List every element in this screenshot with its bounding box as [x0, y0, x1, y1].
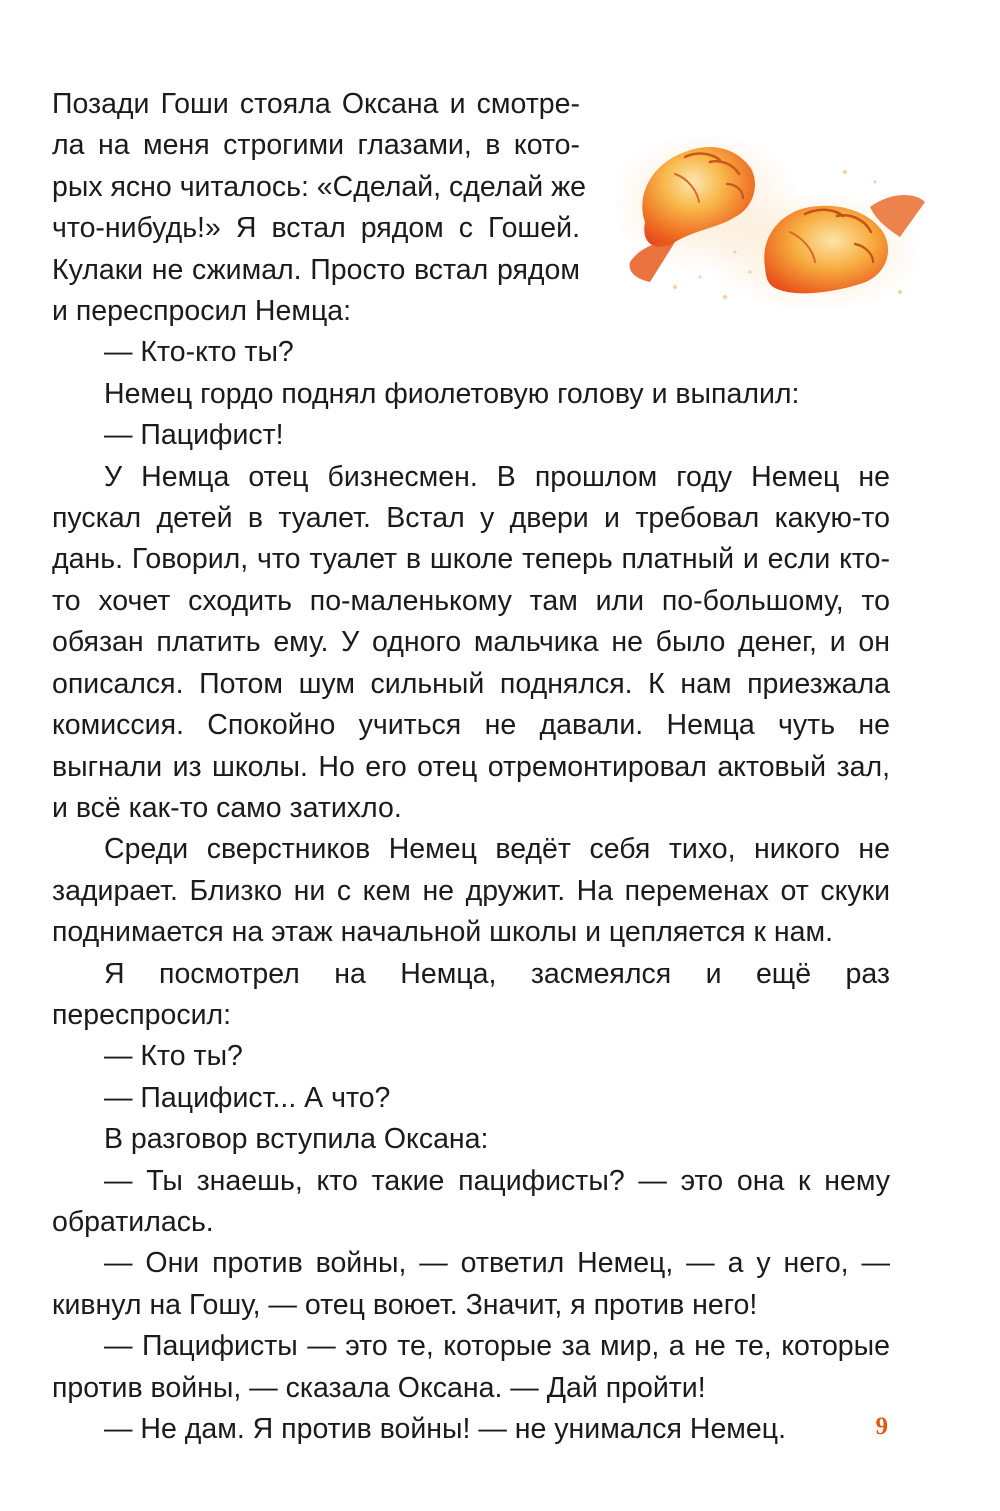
paragraph: — Кто-кто ты? — [104, 336, 294, 369]
intro-line: и переспросил Немца: — [52, 295, 352, 328]
intro-line: Кулаки не сжимал. Просто встал рядом — [52, 253, 580, 286]
intro-line: что-нибудь!» Я встал рядом с Гошей. — [52, 212, 580, 245]
intro-line: Позади Гоши стояла Оксана и смотре- — [52, 88, 580, 120]
intro-paragraph — [52, 84, 586, 332]
paragraph: — Ты знаешь, кто такие пацифисты? — это она к нему обратилась. — [52, 1164, 890, 1238]
body-text — [52, 84, 890, 1450]
paragraph: Среди сверстников Немец ведёт себя тихо, никого не задирает. Близко ни с кем не дружит. На переменах от скуки поднимается на этаж начальной школы и цепляется к нам. — [52, 833, 890, 949]
intro-line: рых ясно читалось: «Сделай, сделай же — [52, 170, 586, 203]
paragraph: — Не дам. Я против войны! — не унимался Немец. — [104, 1413, 786, 1445]
page-number: 9 — [875, 1413, 888, 1440]
paragraph: — Пацифист... А что? — [104, 1081, 391, 1114]
intro-line: ла на меня строгими глазами, в кото- — [52, 129, 580, 162]
paragraph: — Пацифист! — [104, 419, 284, 452]
paragraph: В разговор вступила Оксана: — [104, 1123, 489, 1156]
paragraph: У Немца отец бизнесмен. В прошлом году Немец не пускал детей в туалет. Встал у двери и требовал какую-то дань. Говорил, что туалет в школе теперь платный и если кто-то хочет сходить по-маленькому там или по-большому, то обязан платить ему. У одного мальчика не было денег, и он описался. Потом шум сильный поднялся. К нам приезжала комиссия. Спокойно учиться не давали. Немца чуть не выгнали из школы. Но его отец отремонтировал актовый зал, и всё как-то само затихло. — [52, 460, 890, 824]
paragraph: — Кто ты? — [104, 1040, 243, 1073]
paragraph: — Они против войны, — ответил Немец, — а у него, — кивнул на Гошу, — отец воюет. Значит, я против него! — [52, 1247, 890, 1321]
paragraph: Я посмотрел на Немца, засмеялся и ещё раз переспросил: — [52, 957, 890, 1031]
paragraph: Немец гордо поднял фиолетовую голову и выпалил: — [104, 377, 800, 410]
paragraph: — Пацифисты — это те, которые за мир, а не те, которые против войны, — сказала Оксана. — Дай пройти! — [52, 1330, 890, 1404]
